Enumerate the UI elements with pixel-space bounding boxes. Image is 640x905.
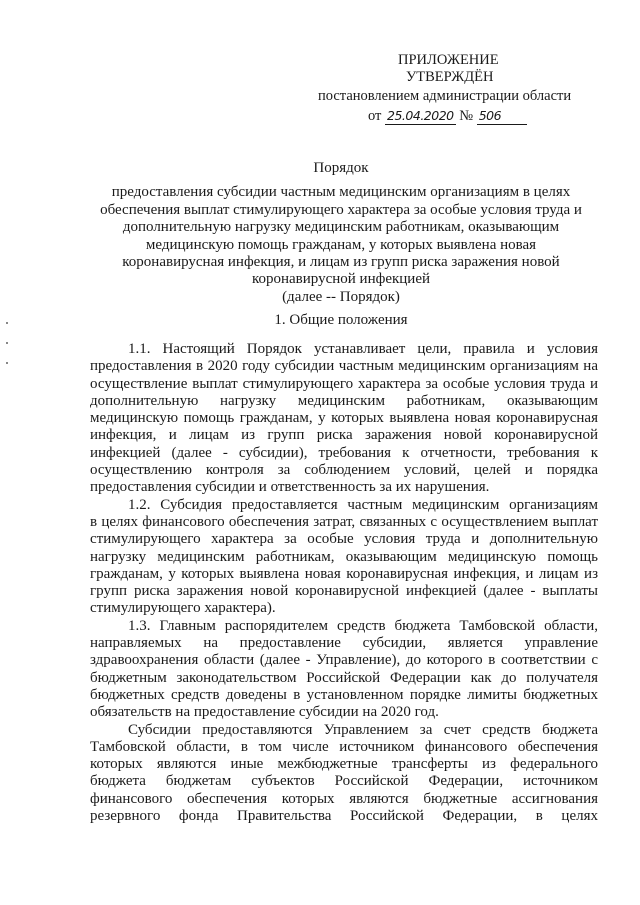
title-line: предоставления субсидии частным медицинским организациям в целях [111,184,571,201]
document-body [90,341,598,825]
body-line: осуществление выплат стимулирующего характера за особые условия труда и [90,375,598,392]
body-line: групп риска заражения новой коронавирусной инфекцией (далее - выплаты [90,583,598,600]
date-prefix: от [368,108,382,124]
body-line: медицинскую помощь гражданам, у которых выявлена новая коронавирусная [90,410,598,427]
title-line: (далее -- Порядок) [282,288,400,305]
title-line: дополнительную нагрузку медицинским работникам, оказывающим [122,219,560,236]
body-line: бюджета бюджетам субъектов Российской Федерации, источником [90,773,598,790]
body-line: направляемых на предоставление субсидии, является управление [90,635,598,652]
body-line: 1.3. Главным распорядителем средств бюджета Тамбовской области, [128,617,598,634]
title-line: коронавирусной инфекцией [251,271,431,288]
approved-label: УТВЕРЖДЁН [406,69,494,85]
body-line: гражданам, у которых выявлена новая коронавирусная инфекция, и лицам из [90,565,598,582]
body-line: дополнительную нагрузку медицинским работникам, оказывающим [90,392,598,409]
resolution-date: 25.04.2020 [387,108,454,123]
body-line: стимулирующего характера). [90,600,276,617]
body-line: бюджетных средств доведены в установленном порядке лимиты бюджетных [90,686,598,703]
body-line: стимулирующего характера за особые условия труда и дополнительную [90,531,598,548]
number-sign: № [459,108,474,124]
title-line: медицинскую помощь гражданам, у которых выявлена новая [145,236,537,253]
body-line: 1.2. Субсидия предоставляется частным медицинским организациям [128,496,598,513]
body-line: бюджетным законодательством Российской Федерации как до получателя [90,669,598,686]
resolution-label: постановлением администрации области [318,88,572,104]
body-line: которых являются иные межбюджетные трансферты из федерального [90,756,598,773]
title-line: коронавирусная инфекция, и лицам из групп риска заражения новой [122,254,560,271]
title-line: обеспечения выплат стимулирующего характера за особые условия труда и [100,201,582,218]
body-line: 1.1. Настоящий Порядок устанавливает цели, правила и условия [128,341,598,357]
body-line: предоставления в 2020 году субсидии частным медицинским организациям на [90,358,598,375]
body-line: нагрузку медицинским работникам, оказывающим медицинскую помощь [90,548,598,565]
body-line: в целях финансового обеспечения затрат, связанных с осуществлением выплат [90,513,598,530]
section-heading: 1. Общие положения [274,312,408,328]
body-line: предоставления субсидии и ответственность за их нарушения. [90,479,490,496]
resolution-date-number [368,107,527,125]
body-line: осуществлению контроля за соблюдением условий, целей и порядка [90,462,598,479]
body-line: финансового обеспечения которых являются бюджетные ассигнования [90,790,598,807]
body-line: инфекция, и лицам из групп риска заражения новой коронавирусной [90,427,598,444]
body-line: обязательств на предоставление субсидии на 2020 год. [90,704,439,721]
title-line: Порядок [313,160,369,176]
body-line: инфекцией (далее - субсидии), требования к отчетности, требования к [90,444,598,461]
scan-margin-marks [6,322,8,382]
body-line: Субсидии предоставляются Управлением за счет средств бюджета [128,721,598,738]
document-title [96,160,586,306]
appendix-label: ПРИЛОЖЕНИЕ [398,52,499,68]
body-line: здравоохранения области (далее - Управление), до которого в соответствии с [90,652,598,669]
resolution-number: 506 [477,107,527,125]
body-line: Тамбовской области, в том числе источником финансового обеспечения [90,738,598,755]
body-line: резервного фонда Правительства Российской Федерации, в целях [90,808,598,825]
